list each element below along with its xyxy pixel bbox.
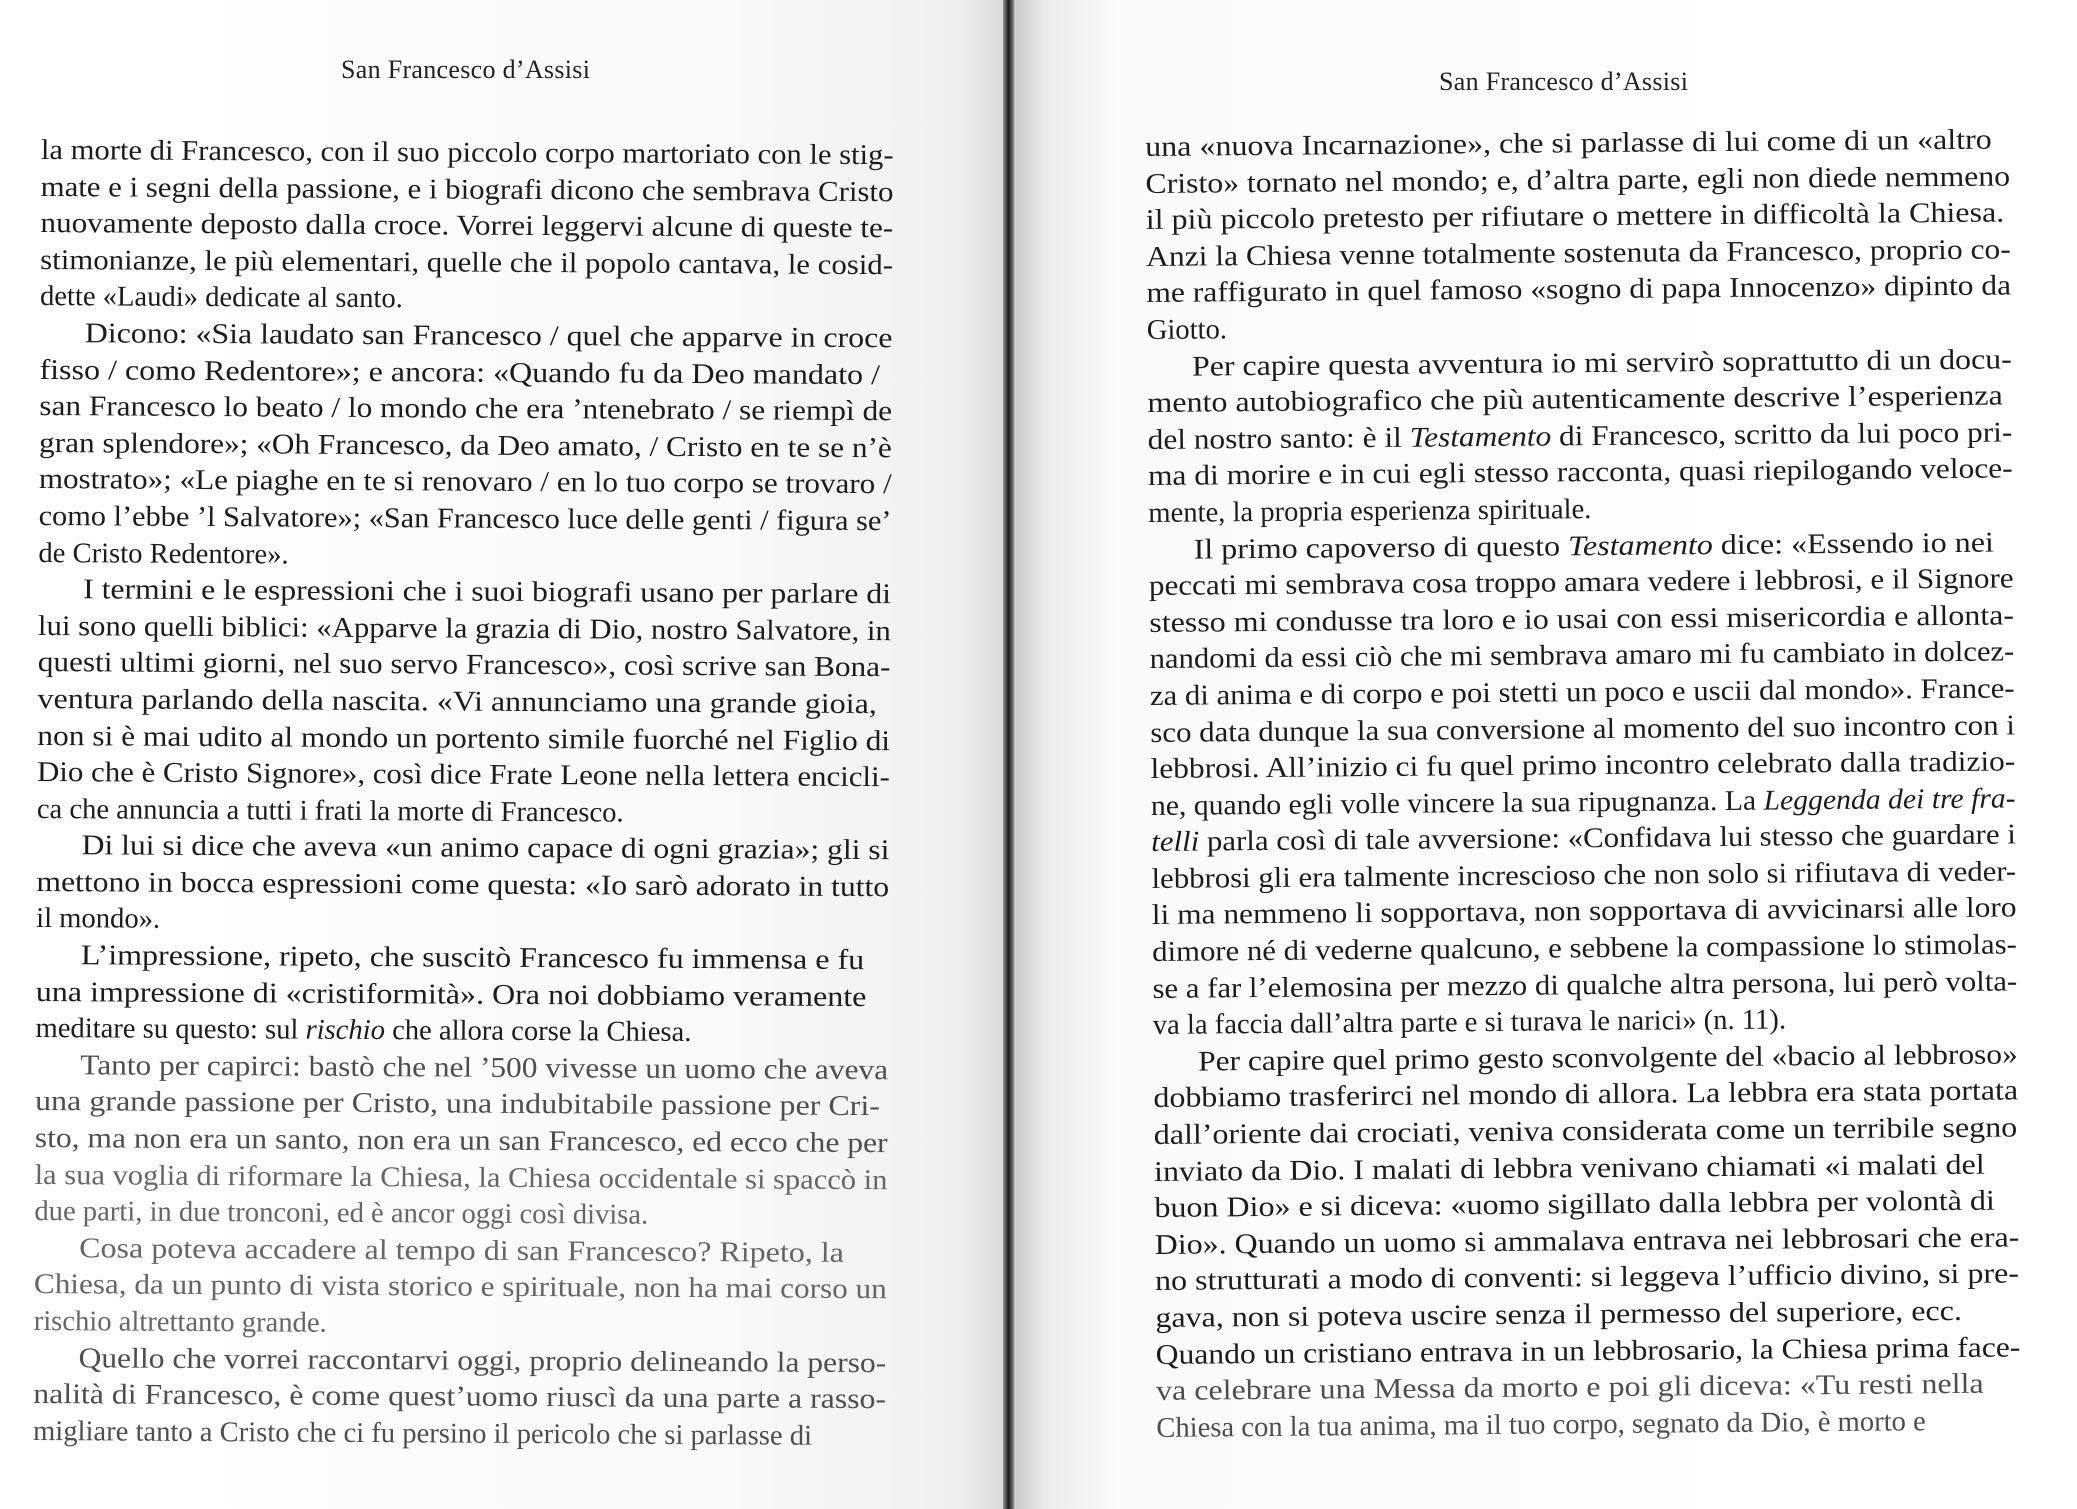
right-line-text: li ma nemmeno li sopportava, non sopportava di avvicinarsi alle loro <box>1151 892 2017 932</box>
left-line-text: rischio altrettanto grande. <box>33 1305 327 1339</box>
left-line-text: fisso / como Redentore»; e ancora: «Quando fu da Deo mandato / <box>39 354 881 391</box>
right-line-text: lebbrosi gli era talmente increscioso che non solo si rifiutava di veder- <box>1151 856 2017 895</box>
left-text-line <box>39 426 892 468</box>
left-text-line <box>35 1048 888 1090</box>
left-line-text: Dicono: «Sia laudato san Francesco / quel che apparve in croce <box>84 318 893 355</box>
left-line-text: I termini e le espressioni che i suoi biografi usano per parlare di <box>83 574 892 611</box>
left-text-line <box>36 901 889 943</box>
left-line-text: Tanto per capirci: bastò che nel ’500 vivesse un uomo che aveva <box>80 1050 889 1087</box>
right-text-line <box>1152 964 2017 1008</box>
right-line-text: me raffigurato in quel famoso «sogno di papa Innocenzo» dipinto da <box>1146 270 2012 310</box>
left-text-line <box>35 1011 888 1053</box>
left-running-head: San Francesco d’Assisi <box>341 55 591 84</box>
left-line-text: Quello che vorrei raccontarvi oggi, proprio delineando la perso- <box>78 1342 887 1379</box>
right-text-line <box>1156 1403 2021 1447</box>
left-text-line <box>41 133 894 175</box>
right-line-text: lebbrosi. All’inizio ci fu quel primo incontro celebrato dalla tradizio- <box>1150 746 2016 786</box>
left-text-line <box>37 828 890 870</box>
left-text-line <box>40 316 893 358</box>
right-line-text: se a far l’elemosina per mezzo di qualche altra persona, lui però volta- <box>1152 966 2018 1005</box>
right-line-text: nandomi da essi ciò che mi sembrava amaro mi fu cambiato in dolcez- <box>1149 636 2015 676</box>
left-text-line <box>38 645 891 687</box>
right-page <box>1014 0 2077 1509</box>
left-text-line <box>40 206 893 248</box>
right-line-text: dobbiamo trasferirci nel mondo di allora. La lebbra era stata portata <box>1153 1075 2019 1115</box>
left-text-line <box>37 792 890 834</box>
right-line-text: Per capire quel primo gesto sconvolgente del «bacio al lebbroso» <box>1197 1039 2018 1078</box>
right-line-text: gava, non si poteva uscire senza il permesso del superiore, ecc. <box>1155 1295 1963 1334</box>
left-line-text: san Francesco lo beato / lo mondo che era ’ntenebrato / se riempì de <box>39 391 893 428</box>
right-line-text: ne, quando egli volle vincere la sua ripugnanza. La Leggenda dei tre fra- <box>1150 783 2016 822</box>
left-text-line <box>38 536 891 578</box>
right-line-text: peccati mi sembrava cosa troppo amara vedere i lebbrosi, e il Signore <box>1148 563 2014 603</box>
right-line-text: Per capire questa avventura io mi servirò soprattutto di un docu- <box>1191 344 2012 383</box>
left-text-line <box>39 462 892 504</box>
right-line-text: il più piccolo pretesto per rifiutare o mettere in difficoltà la Chiesa. <box>1145 197 2005 237</box>
left-text-line <box>36 938 889 980</box>
left-line-text: gran splendore»; «Oh Francesco, da Deo amato, / Cristo en te se n’è <box>39 427 892 464</box>
left-line-text: stimonianze, le più elementari, quelle che il popolo cantava, le cosid- <box>40 244 894 281</box>
left-text-line <box>39 499 892 541</box>
right-line-text: stesso mi condusse tra loro e io usai con essi misericordia e allonta- <box>1149 600 2015 639</box>
right-line-text: za di anima e di corpo e poi stetti un poco e uscii dal mondo». France- <box>1149 673 2015 712</box>
left-line-text: mate e i segni della passione, e i biografi dicono che sembrava Cristo <box>40 171 894 208</box>
left-line-text: il mondo». <box>36 903 161 936</box>
left-text-line <box>34 1304 887 1346</box>
right-line-text: del nostro santo: è il Testamento di Francesco, scritto da lui poco pri- <box>1147 417 2013 456</box>
left-page <box>0 0 1008 1509</box>
left-line-text: de Cristo Redentore». <box>38 537 289 571</box>
left-line-text: dette «Laudi» dedicate al santo. <box>39 281 403 315</box>
left-line-text: la sua voglia di riformare la Chiesa, la Chiesa occidentale si spaccò in <box>34 1159 888 1196</box>
left-text-line <box>35 1084 888 1126</box>
right-line-text: telli parla così di tale avversione: «Confidava lui stesso che guardare i <box>1151 819 2017 859</box>
italic-title: Testamento <box>1567 529 1713 562</box>
left-line-text: ventura parlando della nascita. «Vi annunciamo una grande gioia, <box>37 683 877 721</box>
right-line-text: dimore né di vederne qualcuno, e sebbene la compassione lo stimolas- <box>1152 929 2017 969</box>
left-text-line <box>33 1341 886 1383</box>
left-line-text: Chiesa, da un punto di vista storico e spirituale, non ha mai corso un <box>33 1269 887 1306</box>
left-text-line <box>41 170 894 212</box>
right-line-text: Anzi la Chiesa venne totalmente sostenuta da Francesco, proprio co- <box>1145 234 2011 273</box>
left-text-line <box>34 1194 887 1236</box>
left-line-text: non si è mai udito al mondo un portento simile fuorché nel Figlio di <box>37 720 891 757</box>
italic-title: telli <box>1151 826 1200 859</box>
italic-title: Leggenda dei tre fra- <box>1763 783 2016 817</box>
right-line-text: ma di morire e in cui egli stesso racconta, quasi riepilogando veloce- <box>1147 453 2013 493</box>
left-line-text: una grande passione per Cristo, una indubitabile passione per Cri- <box>34 1086 881 1123</box>
left-text-line <box>38 609 891 651</box>
left-text-line <box>36 865 889 907</box>
left-text-line <box>37 755 890 797</box>
right-text-column <box>1145 122 2021 1447</box>
left-text-line <box>39 389 892 431</box>
right-line-text: Dio». Quando un uomo si ammalava entrava nei lebbrosari che era- <box>1154 1222 2020 1261</box>
left-text-line <box>33 1377 886 1419</box>
left-text-line <box>40 243 893 285</box>
right-line-text: inviato da Dio. I malati di lebbra venivano chiamati «i malati del <box>1153 1149 1985 1188</box>
right-line-text: sco data dunque la sua conversione al momento del suo incontro con i <box>1150 709 2016 749</box>
left-text-line <box>34 1267 887 1309</box>
right-line-text: Quando un cristiano entrava in un lebbrosario, la Chiesa prima face- <box>1155 1332 2021 1371</box>
right-line-text: Giotto. <box>1146 314 1228 346</box>
right-line-text: una «nuova Incarnazione», che si parlasse di lui come di un «altro <box>1145 124 1992 163</box>
right-text-line <box>1148 452 2013 496</box>
left-text-column <box>33 133 894 1456</box>
left-line-text: ca che annuncia a tutti i frati la morte di Francesco. <box>36 793 624 829</box>
right-line-text: Chiesa con la tua anima, ma il tuo corpo, segnato da Dio, è morto e <box>1156 1406 1926 1444</box>
right-line-text: no strutturati a modo di conventi: si leggeva l’ufficio divino, si pre- <box>1154 1258 2020 1298</box>
left-text-line <box>38 572 891 614</box>
left-text-line <box>37 682 890 724</box>
right-text-line <box>1146 269 2011 313</box>
right-line-text: va la faccia dall’altra parte e si turava le narici» (n. 11). <box>1152 1004 1787 1042</box>
right-line-text: mente, la propria esperienza spirituale. <box>1148 494 1592 529</box>
left-line-text: due parti, in due tronconi, ed è ancor oggi così divisa. <box>34 1196 649 1231</box>
left-line-text: nalità di Francesco, è come quest’uomo riuscì da una parte a rasso- <box>33 1379 887 1416</box>
italic-title: Testamento <box>1409 421 1552 454</box>
left-text-line <box>40 279 893 321</box>
left-line-text: una impressione di «cristiformità». Ora noi dobbiamo veramente <box>35 976 867 1013</box>
right-line-text: mento autobiografico che più autenticamente descrive l’esperienza <box>1147 380 2003 420</box>
italic-title: rischio <box>305 1014 386 1047</box>
left-line-text: mostrato»; «Le piaghe en te si renovaro / en lo tuo corpo se trovaro / <box>38 464 892 501</box>
right-running-head: San Francesco d’Assisi <box>1439 67 1689 96</box>
right-line-text: Il primo capoverso di questo Testamento dice: «Essendo io nei <box>1193 527 1994 566</box>
left-line-text: Cosa poteva accadere al tempo di san Francesco? Ripeto, la <box>79 1233 845 1269</box>
left-line-text: migliare tanto a Cristo che ci fu persino il pericolo che si parlasse di <box>32 1415 813 1452</box>
right-line-text: buon Dio» e si diceva: «uomo sigillato dalla lebbra per volontà di <box>1154 1185 1995 1225</box>
left-line-text: questi ultimi giorni, nel suo servo Francesco», così scrive san Bona- <box>37 647 891 684</box>
left-text-line <box>34 1231 887 1273</box>
right-line-text: Cristo» tornato nel mondo; e, d’altra parte, egli non diede nemmeno <box>1145 161 2011 200</box>
left-text-line <box>35 1158 888 1200</box>
left-line-text: mettono in bocca espressioni come questa: «Io sarò adorato in tutto <box>36 866 890 904</box>
right-line-text: dall’oriente dai crociati, veniva considerata come un terribile segno <box>1153 1112 2018 1151</box>
left-text-line <box>33 1414 886 1456</box>
left-text-line <box>39 353 892 395</box>
left-line-text: como l’ebbe ’l Salvatore»; «San Francesco luce delle genti / figura se’ <box>38 500 892 538</box>
left-line-text: Di lui si dice che aveva «un animo capace di ogni grazia»; gli si <box>81 830 890 867</box>
left-line-text: la morte di Francesco, con il suo piccolo corpo martoriato con le stig- <box>40 134 894 172</box>
left-line-text: sto, ma non era un santo, non era un san Francesco, ed ecco che per <box>34 1123 888 1160</box>
right-line-text: va celebrare una Messa da morto e poi gli diceva: «Tu resti nella <box>1155 1368 1984 1408</box>
left-text-line <box>37 718 890 760</box>
left-line-text: meditare su questo: sul rischio che allora corse la Chiesa. <box>35 1013 692 1049</box>
left-line-text: Dio che è Cristo Signore», così dice Frate Leone nella lettera encicli- <box>36 757 890 794</box>
left-line-text: L’impressione, ripeto, che suscitò Francesco fu immensa e fu <box>80 940 865 977</box>
left-line-text: lui sono quelli biblici: «Apparve la grazia di Dio, nostro Salvatore, in <box>37 610 891 647</box>
left-text-line <box>36 975 889 1017</box>
left-line-text: nuovamente deposto dalla croce. Vorrei leggervi alcune di queste te- <box>40 208 894 245</box>
left-text-line <box>35 1121 888 1163</box>
